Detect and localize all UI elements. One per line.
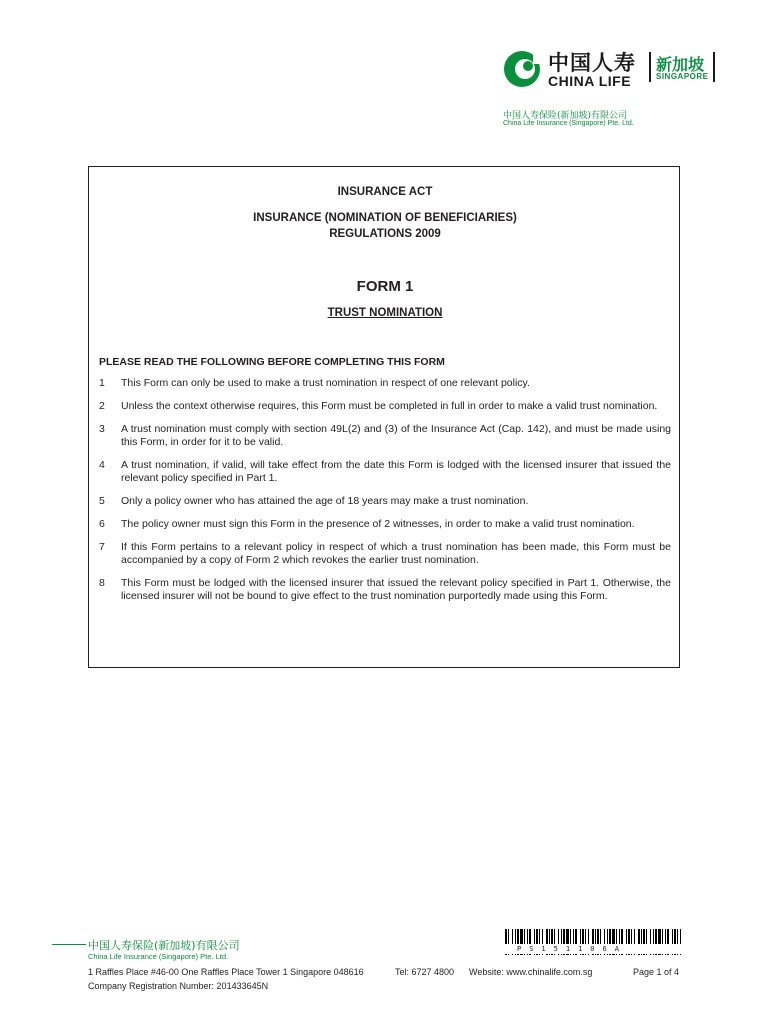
instruction-item — [99, 541, 671, 567]
regulation-title-line2: REGULATIONS 2009 — [329, 228, 441, 240]
act-title: INSURANCE ACT — [337, 186, 433, 198]
instruction-text: Unless the context otherwise requires, this Form must be completed in full in order to make a valid trust nomination. — [121, 400, 658, 412]
logo-divider — [649, 52, 651, 82]
company-registration-number: Company Registration Number: 201433645N — [88, 981, 269, 991]
form-subtitle: TRUST NOMINATION — [327, 307, 443, 319]
instruction-text: Only a policy owner who has attained the age of 18 years may make a trust nomination. — [121, 495, 529, 507]
instruction-number: 6 — [99, 518, 105, 530]
instruction-number: 1 — [99, 377, 105, 389]
footer-accent-line — [52, 944, 86, 945]
instruction-item — [99, 459, 671, 485]
instruction-text: The policy owner must sign this Form in the presence of 2 witnesses, in order to make a valid trust nomination. — [121, 518, 635, 530]
page-number: Page 1 of 4 — [633, 967, 680, 977]
footer-telephone: Tel: 6727 4800 — [395, 967, 455, 977]
instruction-text: This Form must be lodged with the licensed insurer that issued the relevant policy specified in Part 1. Otherwise, the licensed insurer will not be bound to give effect to the trust nomination purportedly made using this Form. — [121, 577, 671, 602]
logo-divider-right — [713, 52, 715, 82]
footer-address: 1 Raffles Place #46-00 One Raffles Place Tower 1 Singapore 048616 — [88, 967, 364, 977]
logo-english-text: CHINA LIFE — [548, 73, 632, 89]
logo-chinese-text: 中国人寿 — [548, 51, 636, 75]
instruction-number: 3 — [99, 423, 105, 435]
china-life-emblem-icon — [503, 50, 541, 88]
logo-region-english: SINGAPORE — [656, 72, 709, 81]
footer-company-name-english: China Life Insurance (Singapore) Pte. Ltd. — [88, 952, 229, 961]
instruction-item — [99, 423, 671, 449]
china-life-logo — [503, 44, 718, 92]
logo-region-chinese: 新加坡 — [656, 55, 705, 74]
regulation-title-line1: INSURANCE (NOMINATION OF BENEFICIARIES) — [253, 212, 517, 224]
instructions-list — [99, 377, 671, 613]
barcode-text: PS151106A — [505, 944, 681, 954]
header-company-name-chinese: 中国人寿保险(新加坡)有限公司 — [503, 111, 628, 121]
form-title: FORM 1 — [356, 278, 414, 295]
instructions-heading: PLEASE READ THE FOLLOWING BEFORE COMPLETING THIS FORM — [99, 356, 445, 368]
footer-company-name-chinese: 中国人寿保险(新加坡)有限公司 — [88, 939, 240, 952]
instruction-item — [99, 495, 671, 508]
instruction-number: 7 — [99, 541, 105, 553]
instruction-text: A trust nomination must comply with section 49L(2) and (3) of the Insurance Act (Cap. 142), and must be made using this Form, in order for it to be valid. — [121, 423, 671, 448]
instruction-item — [99, 518, 671, 531]
form-instructions-box — [88, 166, 680, 668]
instruction-number: 8 — [99, 577, 105, 589]
instruction-number: 2 — [99, 400, 105, 412]
instruction-text: This Form can only be used to make a trust nomination in respect of one relevant policy. — [121, 377, 530, 389]
instruction-number: 5 — [99, 495, 105, 507]
header-company-name-english: China Life Insurance (Singapore) Pte. Ltd. — [503, 120, 634, 127]
instruction-text: If this Form pertains to a relevant policy in respect of which a trust nomination has been made, this Form must be accompanied by a copy of Form 2 which revokes the earlier trust nomination. — [121, 541, 671, 566]
instruction-item — [99, 577, 671, 603]
instruction-number: 4 — [99, 459, 105, 471]
instruction-item — [99, 400, 671, 413]
instruction-item — [99, 377, 671, 390]
footer-website: Website: www.chinalife.com.sg — [469, 967, 593, 977]
instruction-text: A trust nomination, if valid, will take effect from the date this Form is lodged with the licensed insurer that issued the relevant policy specified in Part 1. — [121, 459, 671, 484]
